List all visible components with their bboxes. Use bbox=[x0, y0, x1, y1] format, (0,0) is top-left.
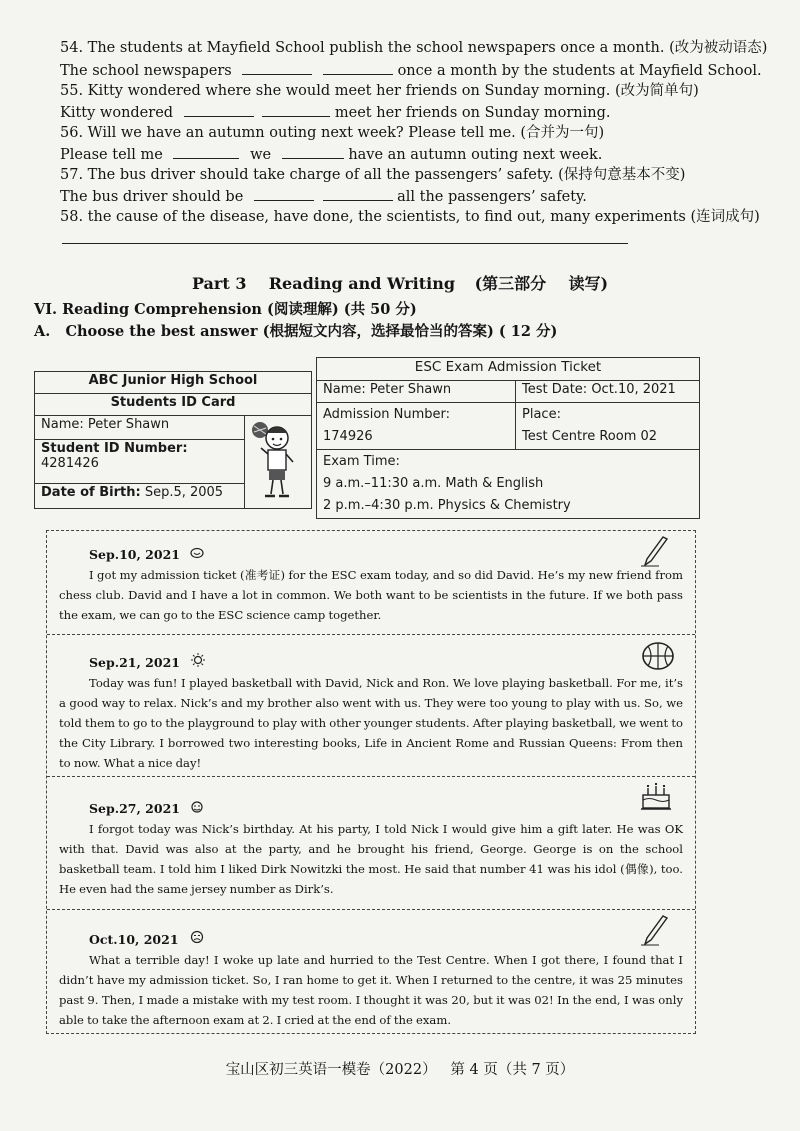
student-id-label: Student ID Number: bbox=[41, 440, 188, 456]
sad-face-icon bbox=[189, 930, 205, 944]
student-id-cell bbox=[35, 439, 245, 483]
admission-value: 174926 bbox=[323, 429, 373, 444]
blank[interactable] bbox=[173, 144, 239, 159]
part-3-title-cn: (第三部分 读写) bbox=[474, 274, 609, 293]
answer-suffix: have an autumn outing next week. bbox=[348, 147, 603, 163]
question-57: 57. The bus driver should take charge of all the passengers’ safety. (保持句意基本不变) bbox=[60, 167, 686, 183]
school-name: ABC Junior High School bbox=[35, 372, 312, 394]
sun-icon bbox=[190, 653, 206, 667]
exam-time-2: 2 p.m.–4:30 p.m. Physics & Chemistry bbox=[323, 498, 571, 513]
answer-prefix: The bus driver should be bbox=[60, 189, 244, 205]
test-date-label: Test Date: bbox=[522, 382, 588, 397]
question-55: 55. Kitty wondered where she would meet her friends on Sunday morning. (改为简单句) bbox=[60, 83, 699, 99]
ticket-name: Name: Peter Shawn bbox=[317, 381, 516, 403]
diary-date: Oct.10, 2021 bbox=[59, 930, 683, 950]
dob-value: Sep.5, 2005 bbox=[144, 485, 224, 501]
blank[interactable] bbox=[184, 102, 254, 117]
answer-line-56 bbox=[60, 144, 602, 165]
answer-suffix: meet her friends on Sunday morning. bbox=[334, 105, 611, 121]
page-footer: 宝山区初三英语一模卷（2022） 第 4 页（共 7 页） bbox=[225, 1062, 575, 1078]
ticket-exam-time bbox=[317, 450, 700, 519]
pen-icon bbox=[639, 535, 669, 567]
smile-face-icon bbox=[190, 547, 204, 559]
wink-face-icon bbox=[190, 801, 204, 813]
blank[interactable] bbox=[323, 186, 393, 201]
basketball-icon bbox=[641, 641, 675, 671]
student-id-card bbox=[34, 371, 312, 509]
student-photo-icon bbox=[247, 418, 305, 502]
answer-prefix: Please tell me bbox=[60, 147, 163, 163]
test-date-value: Oct.10, 2021 bbox=[591, 382, 676, 397]
part-3-title-en: Part 3 Reading and Writing bbox=[191, 274, 456, 293]
blank[interactable] bbox=[242, 60, 312, 75]
student-id-value: 4281426 bbox=[41, 455, 99, 471]
diary-text: Today was fun! I played basketball with David, Nick and Ron. We love playing basketball. For me, it’s a good way to relax. Nick’s and my brother also went with us. They were too young to play with us. So, we told them to go to the playground to play with other younger students. After playing basketball, we went to the City Library. I borrowed two interesting books, Life in Ancient Rome and Russian Queens: From then to now. What a nice day! bbox=[59, 676, 683, 770]
section-vi-heading: VI. Reading Comprehension (阅读理解) (共 50 分) bbox=[34, 301, 417, 318]
place-label: Place: bbox=[522, 407, 561, 422]
ticket-title: ESC Exam Admission Ticket bbox=[317, 358, 700, 381]
section-a-heading: A. Choose the best answer (根据短文内容，选择最恰当的答案) ( 12 分) bbox=[34, 323, 558, 340]
diary-entry bbox=[47, 909, 695, 1033]
exam-time-label: Exam Time: bbox=[323, 454, 400, 469]
pen-icon bbox=[639, 914, 669, 946]
answer-line-57 bbox=[60, 186, 587, 207]
diary bbox=[46, 530, 696, 1034]
admission-ticket bbox=[316, 357, 700, 519]
diary-entry bbox=[47, 776, 695, 909]
diary-entry bbox=[47, 531, 695, 634]
admission-label: Admission Number: bbox=[323, 407, 451, 422]
diary-date: Sep.21, 2021 bbox=[59, 653, 683, 673]
date-of-birth bbox=[35, 484, 245, 509]
card-title: Students ID Card bbox=[35, 394, 312, 416]
answer-line-55 bbox=[60, 102, 611, 123]
exam-time-1: 9 a.m.–11:30 a.m. Math & English bbox=[323, 476, 544, 491]
diary-date: Sep.27, 2021 bbox=[59, 799, 683, 819]
diary-date: Sep.10, 2021 bbox=[59, 545, 683, 565]
blank[interactable] bbox=[254, 186, 314, 201]
blank[interactable] bbox=[282, 144, 344, 159]
answer-line-54 bbox=[60, 60, 762, 81]
student-name: Name: Peter Shawn bbox=[35, 416, 245, 440]
question-58: 58. the cause of the disease, have done, the scientists, to find out, many experiments (连词成句) bbox=[60, 209, 760, 225]
ticket-test-date bbox=[516, 381, 700, 403]
ticket-admission bbox=[317, 403, 516, 450]
answer-prefix: The school newspapers bbox=[60, 63, 232, 79]
question-54: 54. The students at Mayfield School publish the school newspapers once a month. (改为被动语态) bbox=[60, 40, 768, 56]
answer-prefix: Kitty wondered bbox=[60, 105, 174, 121]
diary-text: I forgot today was Nick’s birthday. At his party, I told Nick I would give him a gift later. He was OK with that. David was also at the party, and he brought his friend, George. George is on the school basketball team. I told him I liked Dirk Nowitzki the most. He said that number 41 was his idol (偶像), too. He even had the same jersey number as Dirk’s. bbox=[59, 822, 683, 896]
student-photo bbox=[244, 416, 311, 509]
question-56: 56. Will we have an autumn outing next week? Please tell me. (合并为一句) bbox=[60, 125, 605, 141]
part-3-title bbox=[0, 271, 800, 294]
birthday-cake-icon bbox=[639, 781, 673, 811]
blank[interactable] bbox=[323, 60, 393, 75]
place-value: Test Centre Room 02 bbox=[522, 429, 658, 444]
diary-text: What a terrible day! I woke up late and hurried to the Test Centre. When I got there, I found that I didn’t have my admission ticket. So, I ran home to get it. When I returned to the centre, it was 25 minutes past 9. Then, I made a mistake with my test room. I thought it was 20, but it was 02! In the end, I was only able to take the afternoon exam at 2. I cried at the end of the exam. bbox=[59, 953, 683, 1027]
diary-text: I got my admission ticket (准考证) for the ESC exam today, and so did David. He’s my new friend from chess club. David and I have a lot in common. We both want to be scientists in the future. If we both pass the exam, we can go to the ESC science camp together. bbox=[59, 568, 683, 622]
answer-mid: we bbox=[250, 147, 272, 163]
diary-entry bbox=[47, 634, 695, 776]
answer-line-58[interactable] bbox=[62, 243, 628, 244]
blank[interactable] bbox=[262, 102, 330, 117]
dob-label: Date of Birth: bbox=[41, 485, 141, 501]
ticket-place bbox=[516, 403, 700, 450]
answer-suffix: all the passengers’ safety. bbox=[397, 189, 587, 205]
answer-suffix: once a month by the students at Mayfield School. bbox=[397, 63, 762, 79]
